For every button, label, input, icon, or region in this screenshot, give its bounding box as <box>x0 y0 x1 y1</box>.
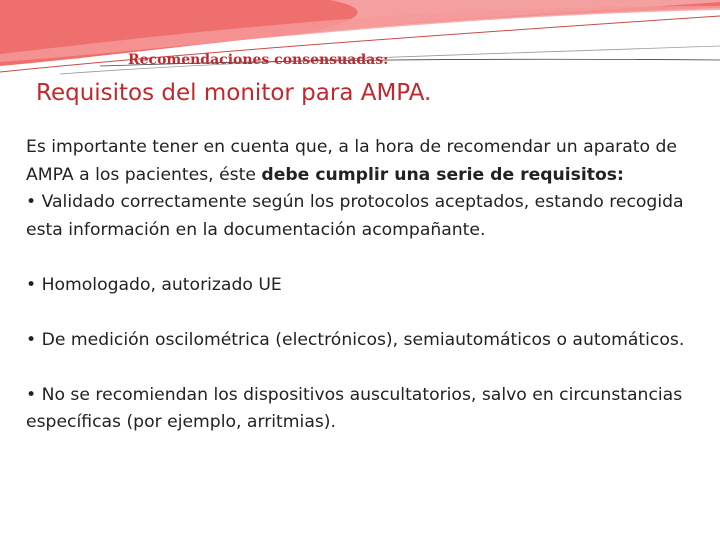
slide-subtitle: Recomendaciones consensuadas: <box>128 52 389 68</box>
bullet-oscilometrica: • De medición oscilométrica (electrónicos), semiautomáticos o automáticos. <box>26 329 685 350</box>
slide-content <box>26 134 706 437</box>
intro-text: Es importante tener en cuenta que, a la hora de recomendar un aparato de AMPA a los pacientes, éste <box>26 137 677 185</box>
bullet-auscultatorios: • No se recomiendan los dispositivos auscultatorios, salvo en circunstancias específicas (por ejemplo, arritmias). <box>26 384 683 432</box>
slide-title: Requisitos del monitor para AMPA. <box>36 80 432 106</box>
bullet-homologado: • Homologado, autorizado UE <box>26 274 282 295</box>
bullet-validado: • Validado correctamente según los protocolos aceptados, estando recogida esta información en la documentación acompañante. <box>26 192 684 240</box>
intro-bold-text: debe cumplir una serie de requisitos: <box>261 164 624 185</box>
intro-paragraph <box>26 134 706 189</box>
